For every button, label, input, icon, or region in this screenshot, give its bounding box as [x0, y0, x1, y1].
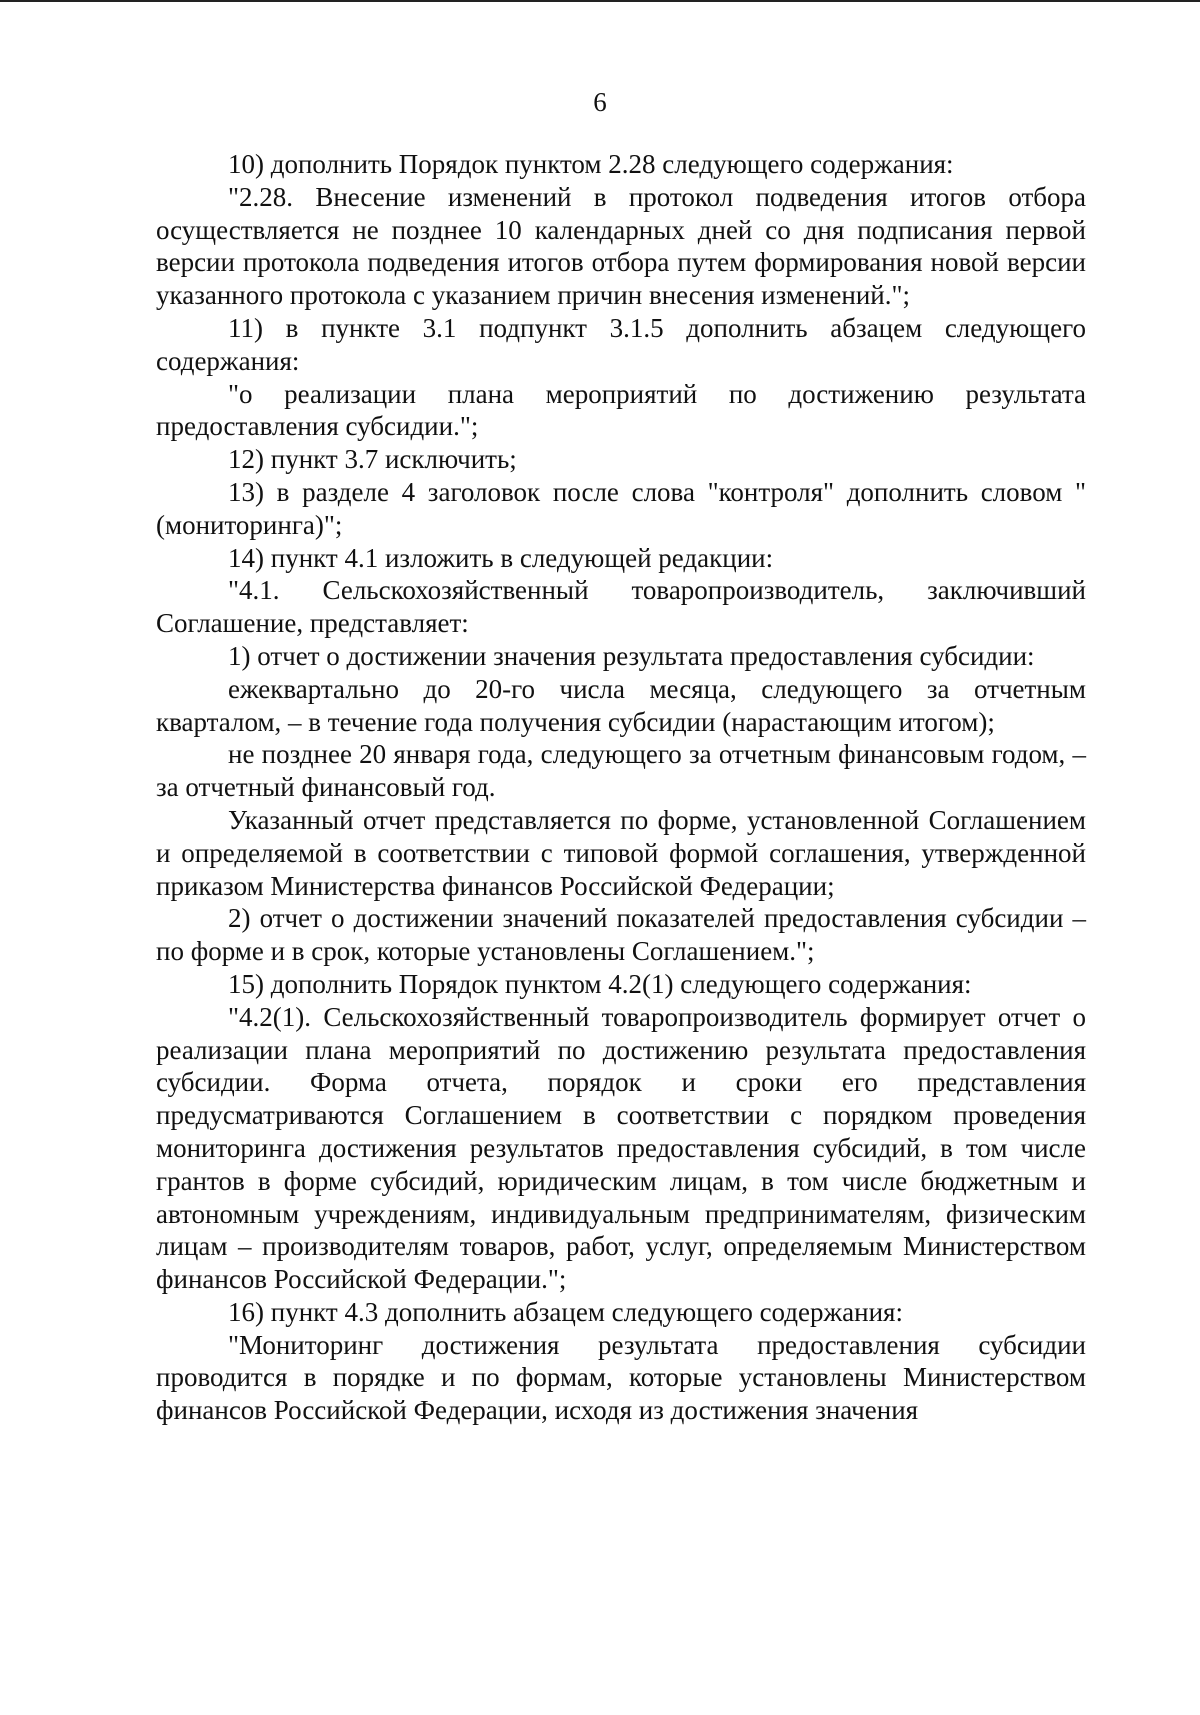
paragraph-4-2-1-text: "4.2(1). Сельскохозяйственный товаропроизводитель формирует отчет о реализации плана мероприятий по достижению результата предоставления субсидии. Форма отчета, порядок и сроки его представления предусматриваются Соглашением в соответствии с порядком проведения мониторинга достижения результатов предоставления субсидий, в том числе грантов в форме субсидий, юридическим лицам, в том числе бюджетным и автономным учреждениям, индивидуальным предпринимателям, физическим лицам – производителям товаров, работ, услуг, определяемым Министерством финансов Российской Федерации."; — [156, 1001, 1086, 1295]
paragraph-item-11-quote: "о реализации плана мероприятий по достижению результата предоставления субсидии."; — [156, 378, 1086, 442]
paragraph-annual: не позднее 20 января года, следующего за отчетным финансовым годом, – за отчетный финансовый год. — [156, 739, 1086, 803]
paragraph-item-15: 15) дополнить Порядок пунктом 4.2(1) следующего содержания: — [228, 968, 972, 999]
paragraph-quarterly: ежеквартально до 20-го числа месяца, следующего за отчетным кварталом, – в течение года получения субсидии (нарастающим итогом); — [156, 673, 1086, 737]
paragraph-item-14: 14) пункт 4.1 изложить в следующей редакции: — [228, 542, 774, 573]
page-number: 6 — [593, 87, 607, 117]
paragraph-monitoring-text: "Мониторинг достижения результата предоставления субсидии проводится в порядке и по формам, которые установлены Министерством финансов Российской Федерации, исходя из достижения значения — [156, 1329, 1086, 1426]
paragraph-item-13: 13) в разделе 4 заголовок после слова "контроля" дополнить словом "(мониторинга)"; — [156, 476, 1086, 540]
paragraph-4-1-sub-1: 1) отчет о достижении значения результата предоставления субсидии: — [228, 640, 1035, 671]
top-border-line — [0, 0, 1200, 2]
paragraph-item-10: 10) дополнить Порядок пунктом 2.28 следующего содержания: — [228, 149, 954, 179]
paragraph-item-12: 12) пункт 3.7 исключить; — [228, 444, 517, 475]
paragraph-2-28-text: "2.28. Внесение изменений в протокол подведения итогов отбора осуществляется не позднее 10 календарных дней со дня подписания первой версии протокола подведения итогов отбора путем формирования новой версии указанного протокола с указанием причин внесения изменений."; — [156, 181, 1086, 311]
paragraph-report-form: Указанный отчет представляется по форме, установленной Соглашением и определяемой в соответствии с типовой формой соглашения, утвержденной приказом Министерства финансов Российской Федерации; — [156, 804, 1086, 901]
paragraph-item-11: 11) в пункте 3.1 подпункт 3.1.5 дополнить абзацем следующего содержания: — [156, 312, 1086, 376]
paragraph-item-16: 16) пункт 4.3 дополнить абзацем следующего содержания: — [228, 1296, 903, 1327]
paragraph-4-1-text: "4.1. Сельскохозяйственный товаропроизводитель, заключивший Соглашение, представляет: — [156, 575, 1086, 639]
paragraph-4-1-sub-2: 2) отчет о достижении значений показателей предоставления субсидии – по форме и в срок, которые установлены Соглашением."; — [156, 903, 1086, 967]
document-body — [156, 148, 1086, 1427]
